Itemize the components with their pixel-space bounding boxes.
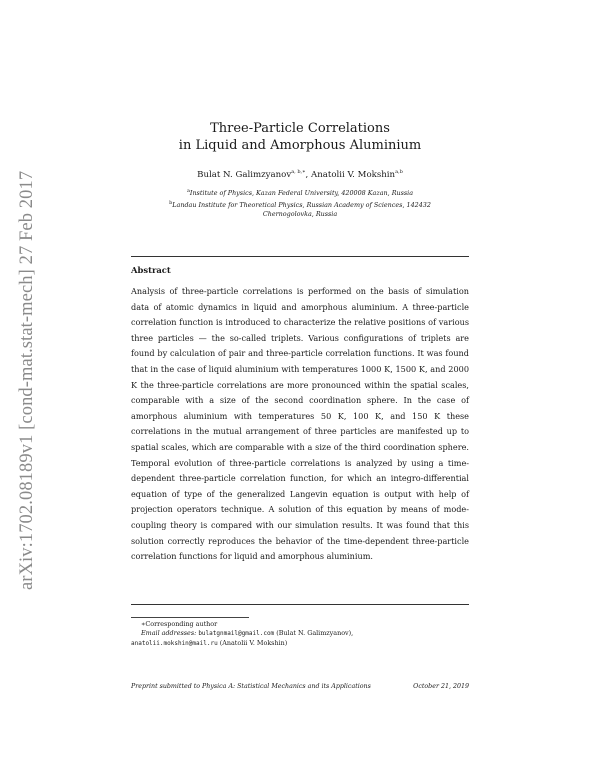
author-list xyxy=(120,166,480,181)
footnote-rule xyxy=(131,617,249,618)
paper-title xyxy=(120,120,480,154)
author-separator: , xyxy=(305,169,312,180)
title-line-1: Three-Particle Correlations xyxy=(210,121,390,136)
author-2-name: Anatolii V. Mokshin xyxy=(311,169,396,180)
abstract-bottom-rule xyxy=(131,604,469,605)
email-owner-1: (Bulat N. Galimzyanov), xyxy=(276,629,354,638)
author-2-affil-marks: a,b xyxy=(395,169,403,175)
email-label: Email addresses: xyxy=(141,629,197,638)
footnotes xyxy=(131,620,469,648)
abstract-heading: Abstract xyxy=(131,265,171,275)
email-owner-2: (Anatolii V. Mokshin) xyxy=(219,638,288,647)
email-link-2[interactable]: anatolii.mokshin@mail.ru xyxy=(131,639,218,647)
email-link-1[interactable]: bulatgnmail@gmail.com xyxy=(198,630,275,638)
arxiv-identifier-stamp: arXiv:1702.08189v1 [cond-mat.stat-mech] 27 Feb 2017 xyxy=(17,170,37,590)
preprint-journal: Preprint submitted to Physica A: Statistical Mechanics and its Applications xyxy=(131,683,371,690)
author-1-name: Bulat N. Galimzyanov xyxy=(197,169,292,180)
affiliation-a: $^a$Institute of Physics, Kazan Federal University, 420008 Kazan, Russia xyxy=(186,188,414,198)
abstract-top-rule xyxy=(131,256,469,257)
email-line-1 xyxy=(131,629,469,638)
preprint-date: October 21, 2019 xyxy=(413,683,469,690)
affiliation-b: $^b$Landau Institute for Theoretical Physics, Russian Academy of Sciences, 142432 xyxy=(169,199,431,209)
email-line-2 xyxy=(131,639,469,648)
title-line-2: in Liquid and Amorphous Aluminium xyxy=(178,138,422,153)
preprint-footer xyxy=(131,683,469,690)
corresponding-author-note: ∗Corresponding author xyxy=(141,620,218,628)
abstract-body: Analysis of three-particle correlations is performed on the basis of simulation data of atomic dynamics in liquid and amorphous aluminium. A three-particle correlation function is introduced to characterize the relative positions of various three particles — the so-called triplets. Various configurations of triplets are found by calculation of pair and three-particle correlation functions. It was found that in the case of liquid aluminium with temperatures 1000 K, 1500 K, and 2000 K the three-particle correlations are more pronounced within the spatial scales, comparable with a size of the second coordination sphere. In the case of amorphous aluminium with temperatures 50 K, 100 K, and 150 K these correlations in the mutual arrangement of three particles are manifested up to spatial scales, which are comparable with a size of the third coordination sphere. Temporal evolution of three-particle correlations is analyzed by using a time-dependent three-particle correlation function, for which an integro-differential equation of type of the generalized Langevin equation is output with help of projection operators technique. A solution of this equation by means of mode-coupling theory is compared with our simulation results. It was found that this solution correctly reproduces the behavior of the time-dependent three-particle correlation functions for liquid and amorphous aluminium. xyxy=(131,286,469,562)
author-1-affil-marks: a, b,∗ xyxy=(291,169,306,175)
affiliations xyxy=(140,187,460,220)
affiliation-b-continued: Chernogolovka, Russia xyxy=(262,210,338,219)
